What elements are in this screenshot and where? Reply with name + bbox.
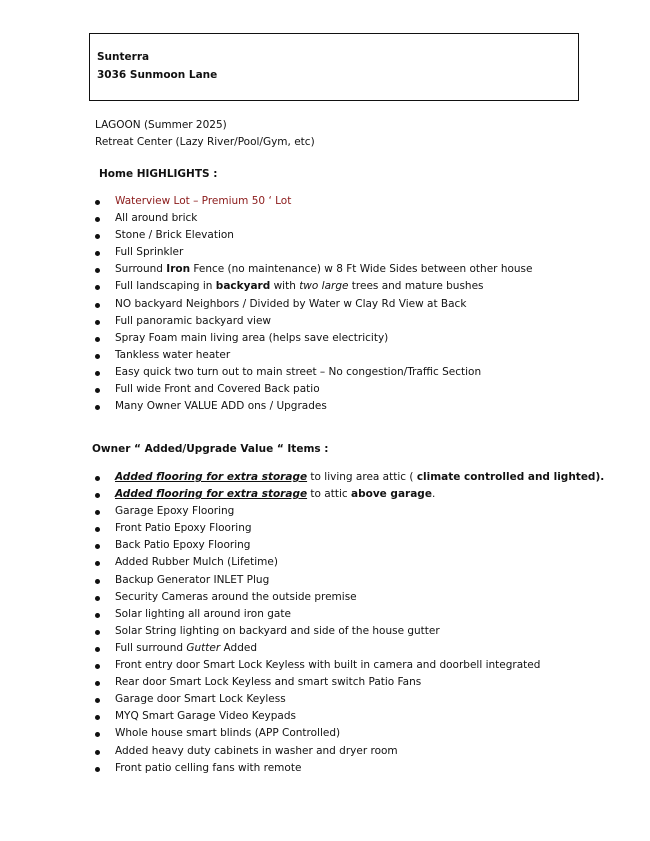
- bullet-icon: [95, 647, 100, 652]
- bullet-icon: [95, 750, 100, 755]
- bullet-icon: [95, 217, 100, 222]
- bullet-icon: [95, 527, 100, 532]
- list-item: Rear door Smart Lock Keyless and smart switch Patio Fans: [92, 674, 604, 691]
- bullet-icon: [95, 303, 100, 308]
- list-item: Full landscaping in backyard with two large trees and mature bushes: [92, 278, 533, 295]
- list-item: MYQ Smart Garage Video Keypads: [92, 708, 604, 725]
- bullet-icon: [95, 285, 100, 290]
- list-item: Solar lighting all around iron gate: [92, 606, 604, 623]
- upgrades-heading: Owner “ Added/Upgrade Value “ Items :: [92, 443, 329, 455]
- bullet-icon: [95, 493, 100, 498]
- bullet-icon: [95, 268, 100, 273]
- bullet-icon: [95, 732, 100, 737]
- list-item: Backup Generator INLET Plug: [92, 572, 604, 589]
- bullet-icon: [95, 544, 100, 549]
- property-address: 3036 Sunmoon Lane: [97, 69, 218, 81]
- list-item: Stone / Brick Elevation: [92, 227, 533, 244]
- bullet-icon: [95, 630, 100, 635]
- list-item: Garage Epoxy Flooring: [92, 503, 604, 520]
- amenities-line: Retreat Center (Lazy River/Pool/Gym, etc): [95, 136, 315, 148]
- list-item: All around brick: [92, 210, 533, 227]
- bullet-icon: [95, 596, 100, 601]
- bullet-icon: [95, 510, 100, 515]
- list-item: Easy quick two turn out to main street – No congestion/Traffic Section: [92, 364, 533, 381]
- address-box: [89, 33, 579, 101]
- bullet-icon: [95, 200, 100, 205]
- bullet-icon: [95, 234, 100, 239]
- bullet-icon: [95, 354, 100, 359]
- bullet-icon: [95, 320, 100, 325]
- bullet-icon: [95, 405, 100, 410]
- bullet-icon: [95, 664, 100, 669]
- property-name: Sunterra: [97, 51, 150, 63]
- bullet-icon: [95, 388, 100, 393]
- list-item: Added heavy duty cabinets in washer and dryer room: [92, 743, 604, 760]
- list-item: Full panoramic backyard view: [92, 313, 533, 330]
- list-item: NO backyard Neighbors / Divided by Water w Clay Rd View at Back: [92, 296, 533, 313]
- bullet-icon: [95, 681, 100, 686]
- bullet-icon: [95, 613, 100, 618]
- list-item: Full wide Front and Covered Back patio: [92, 381, 533, 398]
- bullet-icon: [95, 371, 100, 376]
- list-item: Back Patio Epoxy Flooring: [92, 537, 604, 554]
- list-item: Security Cameras around the outside premise: [92, 589, 604, 606]
- list-item: Garage door Smart Lock Keyless: [92, 691, 604, 708]
- bullet-icon: [95, 767, 100, 772]
- list-item: Whole house smart blinds (APP Controlled): [92, 725, 604, 742]
- upgrades-list: [92, 469, 604, 777]
- bullet-icon: [95, 579, 100, 584]
- list-item: Added flooring for extra storage to living area attic ( climate controlled and lighted).: [92, 469, 604, 486]
- bullet-icon: [95, 698, 100, 703]
- list-item: Waterview Lot – Premium 50 ‘ Lot: [92, 193, 533, 210]
- list-item: Added Rubber Mulch (Lifetime): [92, 554, 604, 571]
- list-item: Surround Iron Fence (no maintenance) w 8 Ft Wide Sides between other house: [92, 261, 533, 278]
- list-item: Spray Foam main living area (helps save electricity): [92, 330, 533, 347]
- list-item: Full surround Gutter Added: [92, 640, 604, 657]
- list-item: Tankless water heater: [92, 347, 533, 364]
- community-line: LAGOON (Summer 2025): [95, 119, 227, 131]
- bullet-icon: [95, 715, 100, 720]
- list-item: Solar String lighting on backyard and side of the house gutter: [92, 623, 604, 640]
- bullet-icon: [95, 476, 100, 481]
- bullet-icon: [95, 561, 100, 566]
- bullet-icon: [95, 337, 100, 342]
- list-item: Full Sprinkler: [92, 244, 533, 261]
- list-item: Added flooring for extra storage to attic above garage.: [92, 486, 604, 503]
- list-item: Front Patio Epoxy Flooring: [92, 520, 604, 537]
- list-item: Front entry door Smart Lock Keyless with built in camera and doorbell integrated: [92, 657, 604, 674]
- highlights-list: [92, 193, 533, 415]
- bullet-icon: [95, 251, 100, 256]
- list-item: Many Owner VALUE ADD ons / Upgrades: [92, 398, 533, 415]
- list-item: Front patio celling fans with remote: [92, 760, 604, 777]
- highlights-heading: Home HIGHLIGHTS :: [99, 168, 218, 180]
